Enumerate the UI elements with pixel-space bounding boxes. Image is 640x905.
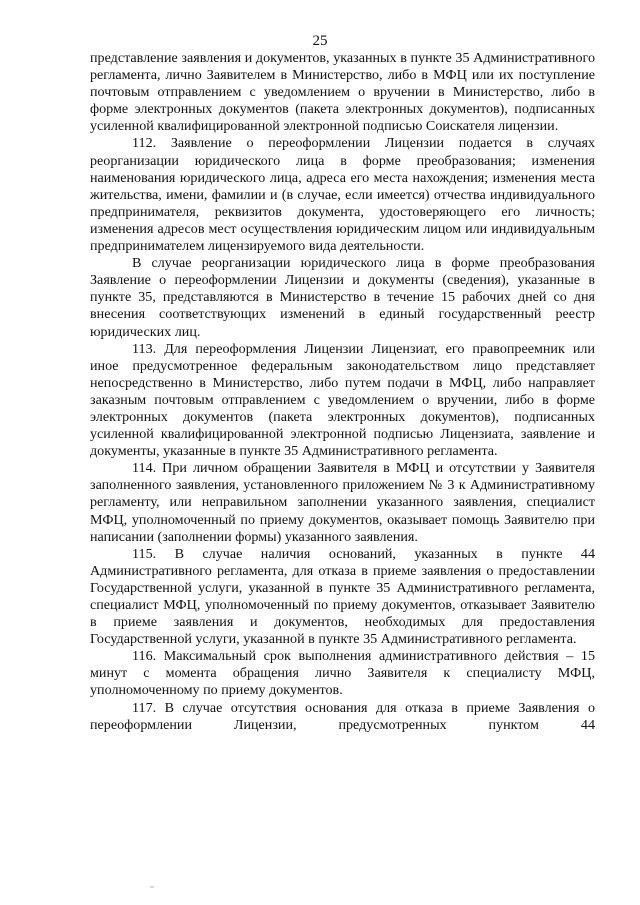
scan-artifact [150, 886, 154, 888]
paragraph-112-reorganization: В случае реорганизации юридического лица в форме преобразования Заявление о переоформлении Лицензии и документы (сведения), указанные в пункте 35, представляются в Министерство в течение 15 рабочих дней со дня внесения соответствующих изменений в единый государственный реестр юридических лиц. [90, 255, 595, 340]
paragraph-115: 115. В случае наличия оснований, указанных в пункте 44 Административного регламента, для отказа в приеме заявления о предоставлении Государственной услуги, указанной в пункте 35 Административного регламента, специалист МФЦ, уполномоченный по приему документов, отказывает Заявителю в приеме заявления и документов, необходимых для предоставления Государственной услуги, указанной в пункте 35 Административного регламента. [90, 545, 595, 648]
paragraph-continuation: представление заявления и документов, указанных в пункте 35 Административного регламента, лично Заявителем в Министерство, либо в МФЦ или их поступление почтовым отправлением с уведомлением о вручении в Министерство, либо в форме электронных документов (пакета электронных документов), подписанных усиленной квалифицированной электронной подписью Соискателя лицензии. [90, 50, 595, 135]
paragraph-114: 114. При личном обращении Заявителя в МФЦ и отсутствии у Заявителя заполненного заявления, установленного приложением № 3 к Административному регламенту, или неправильном заполнении указанного заявления, специалист МФЦ, уполномоченный по приему документов, оказывает помощь Заявителю при написании (заполнении формы) указанного заявления. [90, 460, 595, 545]
page-number: 25 [312, 33, 328, 49]
document-body [90, 50, 595, 734]
paragraph-113: 113. Для переоформления Лицензии Лицензиат, его правопреемник или иное предусмотренное федеральным законодательством лицо представляет непосредственно в Министерство, либо путем подачи в МФЦ, либо направляет заказным почтовым отправлением с уведомлением о вручении, либо в форме электронных документов (пакета электронных документов), подписанных усиленной квалифицированной электронной подписью Лицензиата, заявление и документы, указанные в пункте 35 Административного регламента. [90, 340, 595, 460]
paragraph-117: 117. В случае отсутствия основания для отказа в приеме Заявления о переоформлении Лицензии, предусмотренных пунктом 44 [90, 699, 595, 733]
paragraph-112: 112. Заявление о переоформлении Лицензии подается в случаях реорганизации юридического лица в форме преобразования; изменения наименования юридического лица, адреса его места нахождения; изменения места жительства, имени, фамилии и (в случае, если имеется) отчества индивидуального предпринимателя, реквизитов документа, удостоверяющего его личность; изменения адресов мест осуществления юридическим лицом или индивидуальным предпринимателем лицензируемого вида деятельности. [90, 135, 595, 255]
paragraph-116: 116. Максимальный срок выполнения административного действия – 15 минут с момента обращения лично Заявителя к специалисту МФЦ, уполномоченному по приему документов. [90, 648, 595, 699]
